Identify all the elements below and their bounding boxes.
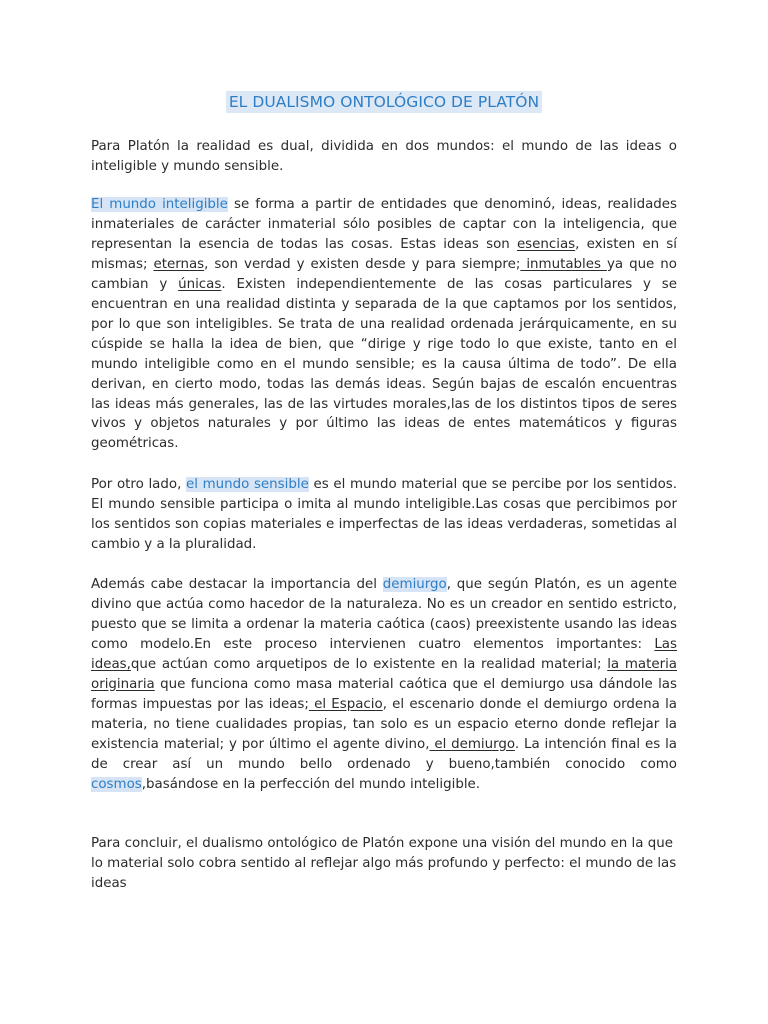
text-segment: . Existen independientemente de las cosas particulares y se encuentran en una realidad distinta y separada de la que captamos por los sentidos, por lo que son inteligibles. Se trata de una realidad ordenada jerárquicamente, en su cúspide se halla la idea de bien, que “dirige y rige todo lo que existe, tanto en el mundo inteligible como en el mundo sensible; es la causa última de todo”. De ella derivan, en cierto modo, todas las demás ideas. Según bajas de escalón encuentras las ideas más generales, las de las virtudes morales,las de los distintos tipos de seres vivos y objetos naturales y por último las ideas de entes matemáticos y figuras geométricas. (91, 276, 678, 452)
text-segment: es el mundo material que se percibe por los sentidos. El mundo sensible participa o imita al mundo inteligible.Las cosas que percibimos por los sentidos son copias materiales e imperfectas de las ideas verdaderas, sometidas al cambio y a la pluralidad. (91, 477, 678, 552)
text-segment: . La intención final es la de crear así un mundo bello ordenado y bueno,también conocido como (91, 736, 677, 772)
text-segment: ,basándose en la perfección del mundo inteligible. (141, 776, 481, 792)
text-segment: , son verdad y existen desde y para siempre; (204, 256, 521, 272)
underlined-materia-originaria: la materia originaria (91, 656, 677, 692)
highlight-demiurgo: demiurgo (382, 577, 447, 592)
text-segment: ya que no cambian y (91, 256, 677, 292)
underlined-el-espacio: el Espacio (308, 696, 383, 712)
text-segment: Además cabe destacar la importancia del (91, 577, 383, 592)
paragraph-demiurgo (91, 575, 677, 794)
highlight-cosmos: cosmos (91, 776, 142, 792)
paragraph-mundo-inteligible (91, 195, 677, 454)
text-segment: que actúan como arquetipos de lo existente en la realidad material; (130, 656, 608, 672)
underlined-el-demiurgo: el demiurgo (429, 736, 515, 752)
title-container (91, 92, 677, 111)
paragraph-conclusion: Para concluir, el dualismo ontológico de Platón expone una visión del mundo en la que lo material solo cobra sentido al reflejar algo más profundo y perfecto: el mundo de las ideas (91, 836, 677, 891)
text-segment: , el escenario donde el demiurgo ordena la materia, no tiene cualidades propias, tan solo es un espacio eterno donde reflejar la existencia material; y por último el agente divino, (91, 696, 677, 752)
paragraph-mundo-sensible (91, 475, 677, 555)
underlined-unicas: únicas (178, 276, 222, 292)
underlined-las-ideas: Las ideas, (91, 636, 677, 672)
text-segment: , existen en sí mismas; (91, 236, 677, 272)
text-segment: se forma a partir de entidades que denominó, ideas, realidades inmateriales de carácter inmaterial sólo posibles de captar con la inteligencia, que representan la esencia de todas las cosas. Estas ideas son (91, 197, 677, 252)
underlined-inmutables: inmutables (520, 256, 607, 272)
underlined-esencias: esencias (516, 236, 576, 252)
highlight-mundo-sensible: el mundo sensible (185, 477, 309, 492)
underlined-eternas: eternas (153, 256, 205, 272)
text-segment: Por otro lado, (91, 477, 186, 492)
paragraph-intro: Para Platón la realidad es dual, dividida en dos mundos: el mundo de las ideas o inteligible y mundo sensible. (91, 139, 677, 174)
highlight-mundo-inteligible: El mundo inteligible (91, 197, 228, 212)
text-segment: que funciona como masa material caótica que el demiurgo usa dándole las formas impuestas por las ideas; (91, 676, 677, 712)
document-title: EL DUALISMO ONTOLÓGICO DE PLATÓN (226, 91, 542, 113)
text-segment: , que según Platón, es un agente divino que actúa como hacedor de la naturaleza. No es un creador en sentido estricto, puesto que se limita a ordenar la materia caótica (caos) preexistente usando las ideas como modelo.En este proceso intervienen cuatro elementos importantes: (91, 577, 677, 652)
